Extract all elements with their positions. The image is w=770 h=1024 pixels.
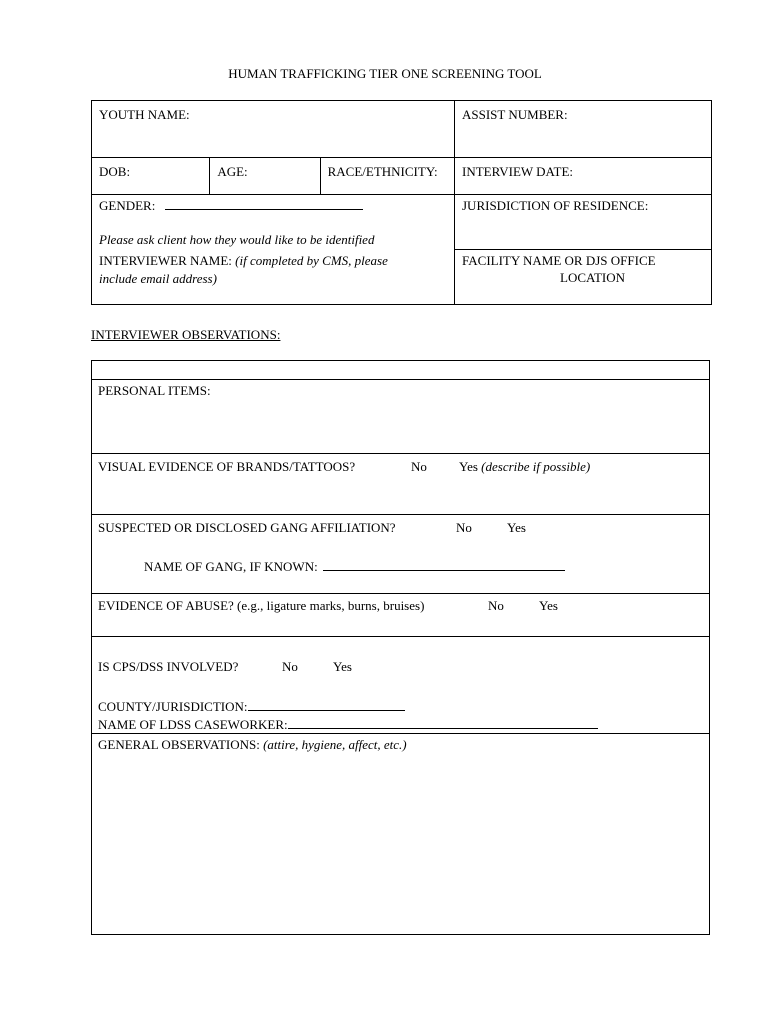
facility-label-line2: LOCATION: [560, 270, 625, 285]
youth-name-label: YOUTH NAME:: [99, 107, 190, 122]
caseworker-label: NAME OF LDSS CASEWORKER:: [98, 717, 288, 732]
dob-label: DOB:: [99, 164, 131, 179]
divider: [91, 636, 710, 637]
race-cell[interactable]: [320, 158, 454, 195]
youth-name-cell[interactable]: [92, 101, 455, 158]
interview-date-cell[interactable]: [455, 158, 712, 195]
abuse-yes-option[interactable]: Yes: [539, 598, 558, 613]
facility-cell[interactable]: [455, 250, 712, 305]
form-title: HUMAN TRAFFICKING TIER ONE SCREENING TOOL: [228, 66, 542, 81]
jurisdiction-label: JURISDICTION OF RESIDENCE:: [462, 198, 649, 213]
divider: [91, 733, 710, 734]
general-observations-note: (attire, hygiene, affect, etc.): [263, 737, 407, 752]
divider: [91, 593, 710, 594]
divider: [91, 514, 710, 515]
gang-yes-option[interactable]: Yes: [507, 520, 526, 535]
observations-heading: INTERVIEWER OBSERVATIONS:: [91, 327, 281, 342]
brands-yes-option[interactable]: Yes: [459, 459, 478, 474]
general-observations-label: GENERAL OBSERVATIONS:: [98, 737, 260, 752]
divider: [91, 379, 710, 380]
divider: [91, 453, 710, 454]
gang-no-option[interactable]: No: [456, 520, 472, 535]
county-label: COUNTY/JURISDICTION:: [98, 699, 248, 714]
gang-name-line[interactable]: [323, 570, 565, 571]
brands-no-option[interactable]: No: [411, 459, 427, 474]
assist-number-cell[interactable]: [455, 101, 712, 158]
gender-line[interactable]: [165, 209, 363, 210]
abuse-question: EVIDENCE OF ABUSE? (e.g., ligature marks, burns, bruises): [98, 598, 425, 613]
jurisdiction-cell[interactable]: [455, 195, 712, 250]
interviewer-name-label: INTERVIEWER NAME:: [99, 252, 232, 268]
divider: [91, 934, 710, 935]
observations-box: [91, 360, 710, 935]
dob-cell[interactable]: [92, 158, 210, 195]
cps-no-option[interactable]: No: [282, 659, 298, 674]
caseworker-line[interactable]: [288, 728, 598, 729]
personal-items-label: PERSONAL ITEMS:: [98, 383, 211, 398]
gender-note: Please ask client how they would like to be identified: [99, 232, 375, 247]
interviewer-name-cell[interactable]: [92, 250, 455, 305]
identification-table: [91, 100, 712, 305]
age-label: AGE:: [217, 164, 248, 179]
interview-date-label: INTERVIEW DATE:: [462, 164, 574, 179]
gender-label: GENDER:: [99, 198, 156, 213]
cps-yes-option[interactable]: Yes: [333, 659, 352, 674]
interviewer-note: (if completed by CMS, please include email address): [99, 252, 388, 286]
cps-question: IS CPS/DSS INVOLVED?: [98, 659, 239, 674]
race-label: RACE/ETHNICITY:: [327, 164, 438, 179]
facility-label-line1: FACILITY NAME OR DJS OFFICE: [462, 253, 656, 268]
gang-question: SUSPECTED OR DISCLOSED GANG AFFILIATION?: [98, 520, 396, 535]
gender-cell[interactable]: [92, 195, 455, 250]
brands-note: (describe if possible): [481, 459, 591, 474]
abuse-no-option[interactable]: No: [488, 598, 504, 613]
county-line[interactable]: [248, 710, 405, 711]
brands-question: VISUAL EVIDENCE OF BRANDS/TATTOOS?: [98, 459, 356, 474]
gang-name-label: NAME OF GANG, IF KNOWN:: [144, 559, 318, 574]
assist-number-label: ASSIST NUMBER:: [462, 107, 568, 122]
age-cell[interactable]: [210, 158, 320, 195]
divider: [91, 360, 710, 361]
